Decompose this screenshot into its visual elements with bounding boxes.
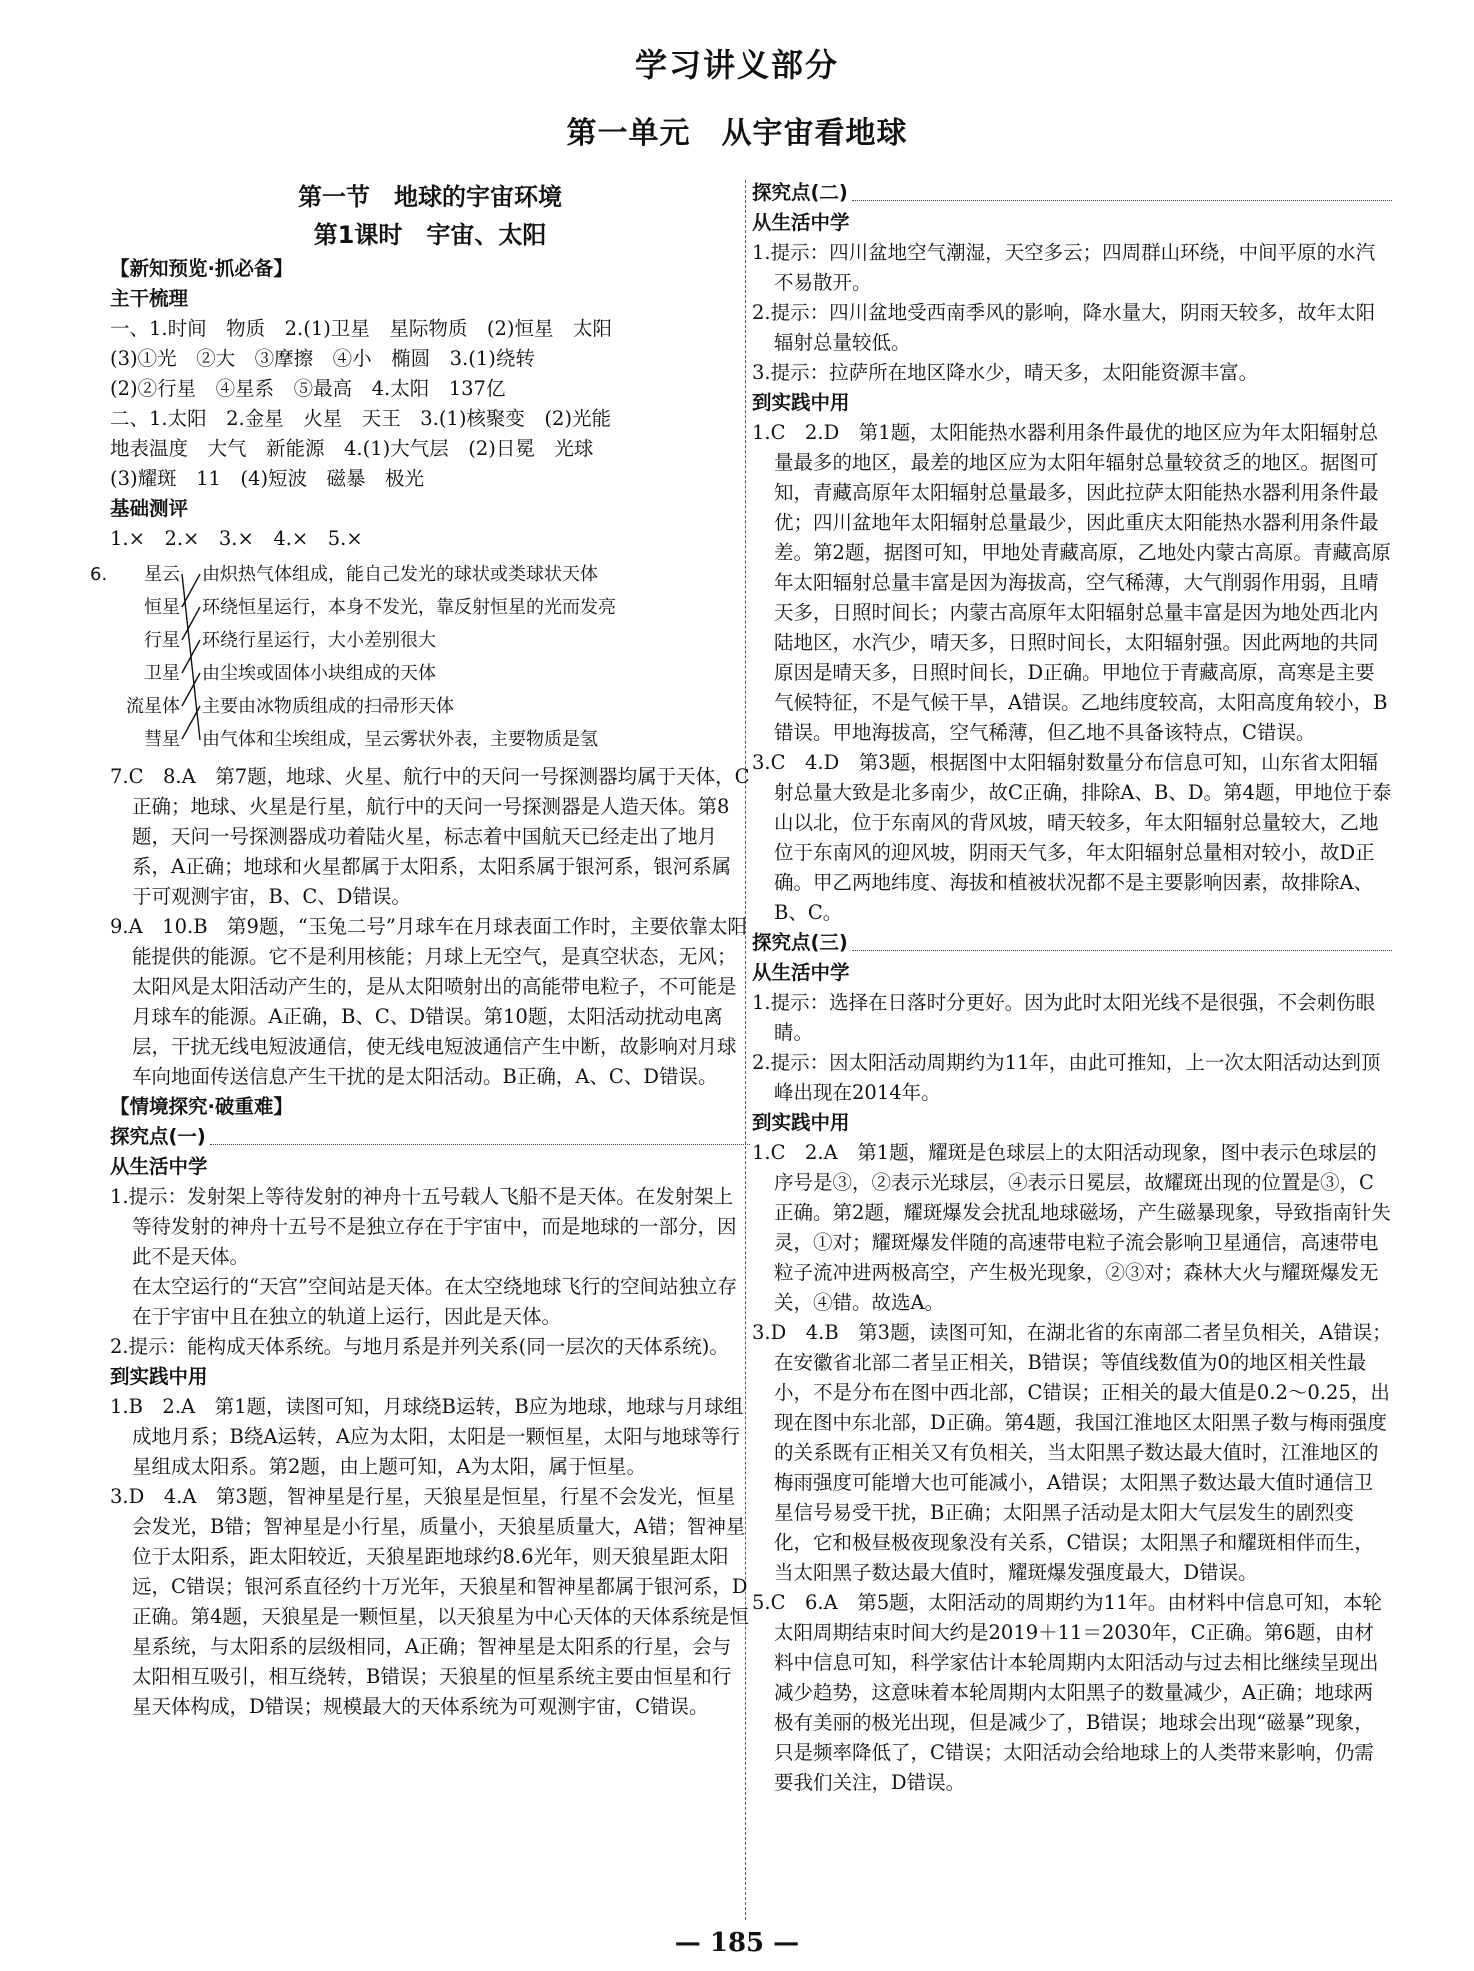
- match-right-item: 环绕行星运行，大小差别很大: [202, 630, 436, 651]
- main-heading: 主干梳理: [110, 287, 189, 310]
- lesson-title: 第1课时 宇宙、太阳: [313, 221, 547, 249]
- practice-answer-3-4: 3.C 4.D 第3题，根据图中太阳辐射数量分布信息可知，山东省太阳辐射总量大致是北多南少，故C正确，排除A、B、D。第4题，甲地位于泰山以北，位于东南风的背风坡，晴天较多，年太阳辐射总量较大，乙地位于东南风的迎风坡，阴雨天气多，年太阳辐射总量相对较小，故D正确。甲乙两地纬度、海拔和植被状况都不是主要影响因素，故排除A、B、C。: [752, 751, 1392, 924]
- practice3-answer-5-6: 5.C 6.A 第5题，太阳活动的周期约为11年。由材料中信息可知，本轮太阳周期结束时间大约是2019＋11＝2030年，C正确。第6题，由材料中信息可知，科学家估计本轮周期内太阳活动与过去相比继续呈现出减少趋势，这意味着本轮周期内太阳黑子的数量减少，A正确；地球两极有美丽的极光出现，但是减少了，B错误；地球会出现“磁暴”现象，只是频率降低了，C错误；太阳活动会给地球上的人类带来影响，仍需要我们关注，D错误。: [752, 1591, 1382, 1794]
- section-title: 第一节 地球的宇宙环境: [298, 183, 562, 211]
- life3-answer-2: 2.提示：因太阳活动周期约为11年，由此可推知，上一次太阳活动达到顶峰出现在2014年。: [752, 1051, 1381, 1104]
- practice3-answer-3-4: 3.D 4.B 第3题，读图可知，在湖北省的东南部二者呈负相关，A错误；在安徽省北部二者呈正相关，B错误；等值线数值为0的地区相关性最小，不是分布在图中西北部，C错误；正相关的最大值是0.2～0.25，出现在图中东北部，D正确。第4题，我国江淮地区太阳黑子数与梅雨强度的关系既有正相关又有负相关，当太阳黑子数达最大值时，江淮地区的梅雨强度可能增大也可能减小，A错误；太阳黑子数达最大值时通信卫星信号易受干扰，B正确；太阳黑子活动是太阳大气层发生的剧烈变化，它和极昼极夜现象没有关系，C错误；太阳黑子和耀斑相伴而生，当太阳黑子数达最大值时，耀斑爆发强度最大，D错误。: [752, 1321, 1392, 1584]
- explore-point-1: [110, 1122, 750, 1152]
- basic-answers: 1.× 2.× 3.× 4.× 5.×: [110, 527, 363, 550]
- dotted-rule: [852, 186, 1392, 201]
- practice3-answer-1-2: 1.C 2.A 第1题，耀斑是色球层上的太阳活动现象，图中表示色球层的序号是③，②表示光球层，④表示日冕层，故耀斑出现的位置是③，C正确。第2题，耀斑爆发会扰乱地球磁场，产生磁暴现象，导致指南针失灵，①对；耀斑爆发伴随的高速带电粒子流会影响卫星通信，高速带电粒子流冲进两极高空，产生极光现象，②③对；森林大火与耀斑爆发无关，④错。故选A。: [752, 1141, 1391, 1314]
- life-answer-2: 2.提示：能构成天体系统。与地月系是并列关系(同一层次的天体系统)。: [110, 1335, 729, 1358]
- q6-number: 6.: [90, 564, 108, 585]
- match-right-item: 主要由冰物质组成的扫帚形天体: [202, 696, 454, 717]
- match-line: [182, 640, 200, 673]
- scenario-heading: 【情境探究·破重难】: [110, 1095, 293, 1118]
- match-left-item: 行星: [144, 630, 180, 651]
- main-line: (2)②行星 ④星系 ⑤最高 4.太阳 137亿: [110, 377, 506, 400]
- matching-diagram: [90, 560, 750, 758]
- match-left-item: 恒星: [144, 597, 180, 618]
- practice-answer-3-4: 3.D 4.A 第3题，智神星是行星，天狼星是恒星，行星不会发光，恒星会发光，B错；智神星是小行星，质量小，天狼星质量大，A错；智神星位于太阳系，距太阳较近，天狼星距地球约8.6光年，则天狼星距太阳远，C错误；银河系直径约十万光年，天狼星和智神星都属于银河系，D正确。第4题，天狼星是一颗恒星，以天狼星为中心天体的天体系统是恒星系统，与太阳系的层级相同，A正确；智神星是太阳系的行星，会与太阳相互吸引，相互绕转，B错误；天狼星的恒星系统主要由恒星和行星天体构成，D错误；规模最大的天体系统为可观测宇宙，C错误。: [110, 1485, 749, 1718]
- life-answer-1b: 在太空运行的“天宫”空间站是天体。在太空绕地球飞行的空间站独立存在于宇宙中且在独立的轨道上运行，因此是天体。: [132, 1275, 737, 1328]
- right-column: [752, 178, 1392, 1798]
- answer-9-10: 9.A 10.B 第9题，“玉兔二号”月球车在月球表面工作时，主要依靠太阳能提供的能源。它不是利用核能；月球上无空气，是真空状态，无风；太阳风是太阳活动产生的，是从太阳喷射出的高能带电粒子，不可能是月球车的能源。A正确，B、C、D错误。第10题，太阳活动扰动电离层，干扰无线电短波通信，使无线电短波通信产生中断，故影响对月球车向地面传送信息产生干扰的是太阳活动。B正确，A、C、D错误。: [110, 915, 747, 1088]
- main-line: 地表温度 大气 新能源 4.(1)大气层 (2)日冕 光球: [110, 437, 594, 460]
- main-line: (3)①光 ②大 ③摩擦 ④小 椭圆 3.(1)绕转: [110, 347, 535, 370]
- life-heading: 从生活中学: [752, 211, 850, 234]
- preview-heading: 【新知预览·抓必备】: [110, 257, 293, 280]
- page-number: — 185 —: [674, 1928, 800, 1958]
- life-answer-3: 3.提示：拉萨所在地区降水少，晴天多，太阳能资源丰富。: [752, 361, 1259, 384]
- match-right-item: 由炽热气体组成，能自己发光的球状或类球状天体: [202, 564, 598, 585]
- practice-answer-1-2: 1.B 2.A 第1题，读图可知，月球绕B运转，B应为地球，地球与月球组成地月系；B绕A运转，A应为太阳，太阳是一颗恒星，太阳与地球等行星组成太阳系。第2题，由上题可知，A为太阳，属于恒星。: [110, 1395, 744, 1478]
- match-left-item: 卫星: [144, 663, 180, 684]
- matching-lines: [110, 560, 210, 758]
- match-right-item: 环绕恒星运行，本身不发光，靠反射恒星的光而发亮: [202, 597, 616, 618]
- match-right-item: 由气体和尘埃组成，呈云雾状外表，主要物质是氢: [202, 729, 598, 750]
- practice-heading-2: 到实践中用: [752, 1111, 850, 1134]
- practice-answer-1-2: 1.C 2.D 第1题，太阳能热水器利用条件最优的地区应为年太阳辐射总量最多的地区，最差的地区应为太阳年辐射总量较贫乏的地区。据图可知，青藏高原年太阳辐射总量最多，因此拉萨太阳能热水器利用条件最优；四川盆地年太阳辐射总量最少，因此重庆太阳能热水器利用条件最差。第2题，据图可知，甲地处青藏高原，乙地处内蒙古高原。青藏高原年太阳辐射总量丰富是因为海拔高，空气稀薄，大气削弱作用弱，且晴天多，日照时间长；内蒙古高原年太阳辐射总量丰富是因为地处西北内陆地区，水汽少，晴天多，日照时间长，太阳辐射强。因此两地的共同原因是晴天多，日照时间长，D正确。甲地位于青藏高原，高寒是主要气候特征，不是气候干旱，A错误。乙地纬度较高，太阳高度角较小，B错误。甲地海拔高，空气稀薄，但乙地不具备该特点，C错误。: [752, 421, 1391, 744]
- life-heading: 从生活中学: [110, 1155, 208, 1178]
- match-line: [182, 607, 200, 640]
- practice-heading: 到实践中用: [752, 391, 850, 414]
- explore-point-1-label: 探究点(一): [110, 1125, 206, 1148]
- main-line: 二、1.太阳 2.金星 火星 天王 3.(1)核聚变 (2)光能: [110, 407, 612, 430]
- unit-title: 第一单元 从宇宙看地球: [566, 116, 908, 151]
- life-answer-1: 1.提示：发射架上等待发射的神舟十五号载人飞船不是天体。在发射架上等待发射的神舟十五号不是独立存在于宇宙中，而是地球的一部分，因此不是天体。: [110, 1185, 737, 1268]
- dotted-rule: [210, 1130, 750, 1145]
- life-answer-1: 1.提示：四川盆地空气潮湿，天空多云；四周群山环绕，中间平原的水汽不易散开。: [752, 241, 1376, 294]
- life3-answer-1: 1.提示：选择在日落时分更好。因为此时太阳光线不是很强，不会刺伤眼睛。: [752, 991, 1376, 1044]
- answer-7-8: 7.C 8.A 第7题，地球、火星、航行中的天问一号探测器均属于天体，C正确；地球、火星是行星，航行中的天问一号探测器是人造天体。第8题，天问一号探测器成功着陆火星，标志着中国航天已经走出了地月系，A正确；地球和火星都属于太阳系，太阳系属于银河系，银河系属于可观测宇宙，B、C、D错误。: [110, 765, 750, 908]
- left-column: [90, 178, 750, 1722]
- life-heading-2: 从生活中学: [752, 961, 850, 984]
- match-line: [182, 574, 200, 607]
- explore-point-2: [752, 178, 1392, 208]
- match-left-item: 彗星: [144, 729, 180, 750]
- match-left-item: 流星体: [126, 696, 180, 717]
- life-answer-2: 2.提示：四川盆地受西南季风的影响，降水量大，阴雨天较多，故年太阳辐射总量较低。: [752, 301, 1376, 354]
- match-right-item: 由尘埃或固体小块组成的天体: [202, 663, 436, 684]
- basic-heading: 基础测评: [110, 497, 189, 520]
- main-line: (3)耀斑 11 (4)短波 磁暴 极光: [110, 467, 425, 490]
- match-left-item: 星云: [144, 564, 180, 585]
- page-header-title: 学习讲义部分: [634, 46, 839, 84]
- dotted-rule: [852, 936, 1392, 951]
- explore-point-3: [752, 928, 1392, 958]
- match-line: [182, 673, 200, 706]
- explore-point-2-label: 探究点(二): [752, 181, 848, 204]
- match-line: [182, 706, 200, 739]
- explore-point-3-label: 探究点(三): [752, 931, 848, 954]
- practice-heading: 到实践中用: [110, 1365, 208, 1388]
- main-line: 一、1.时间 物质 2.(1)卫星 星际物质 (2)恒星 太阳: [110, 317, 612, 340]
